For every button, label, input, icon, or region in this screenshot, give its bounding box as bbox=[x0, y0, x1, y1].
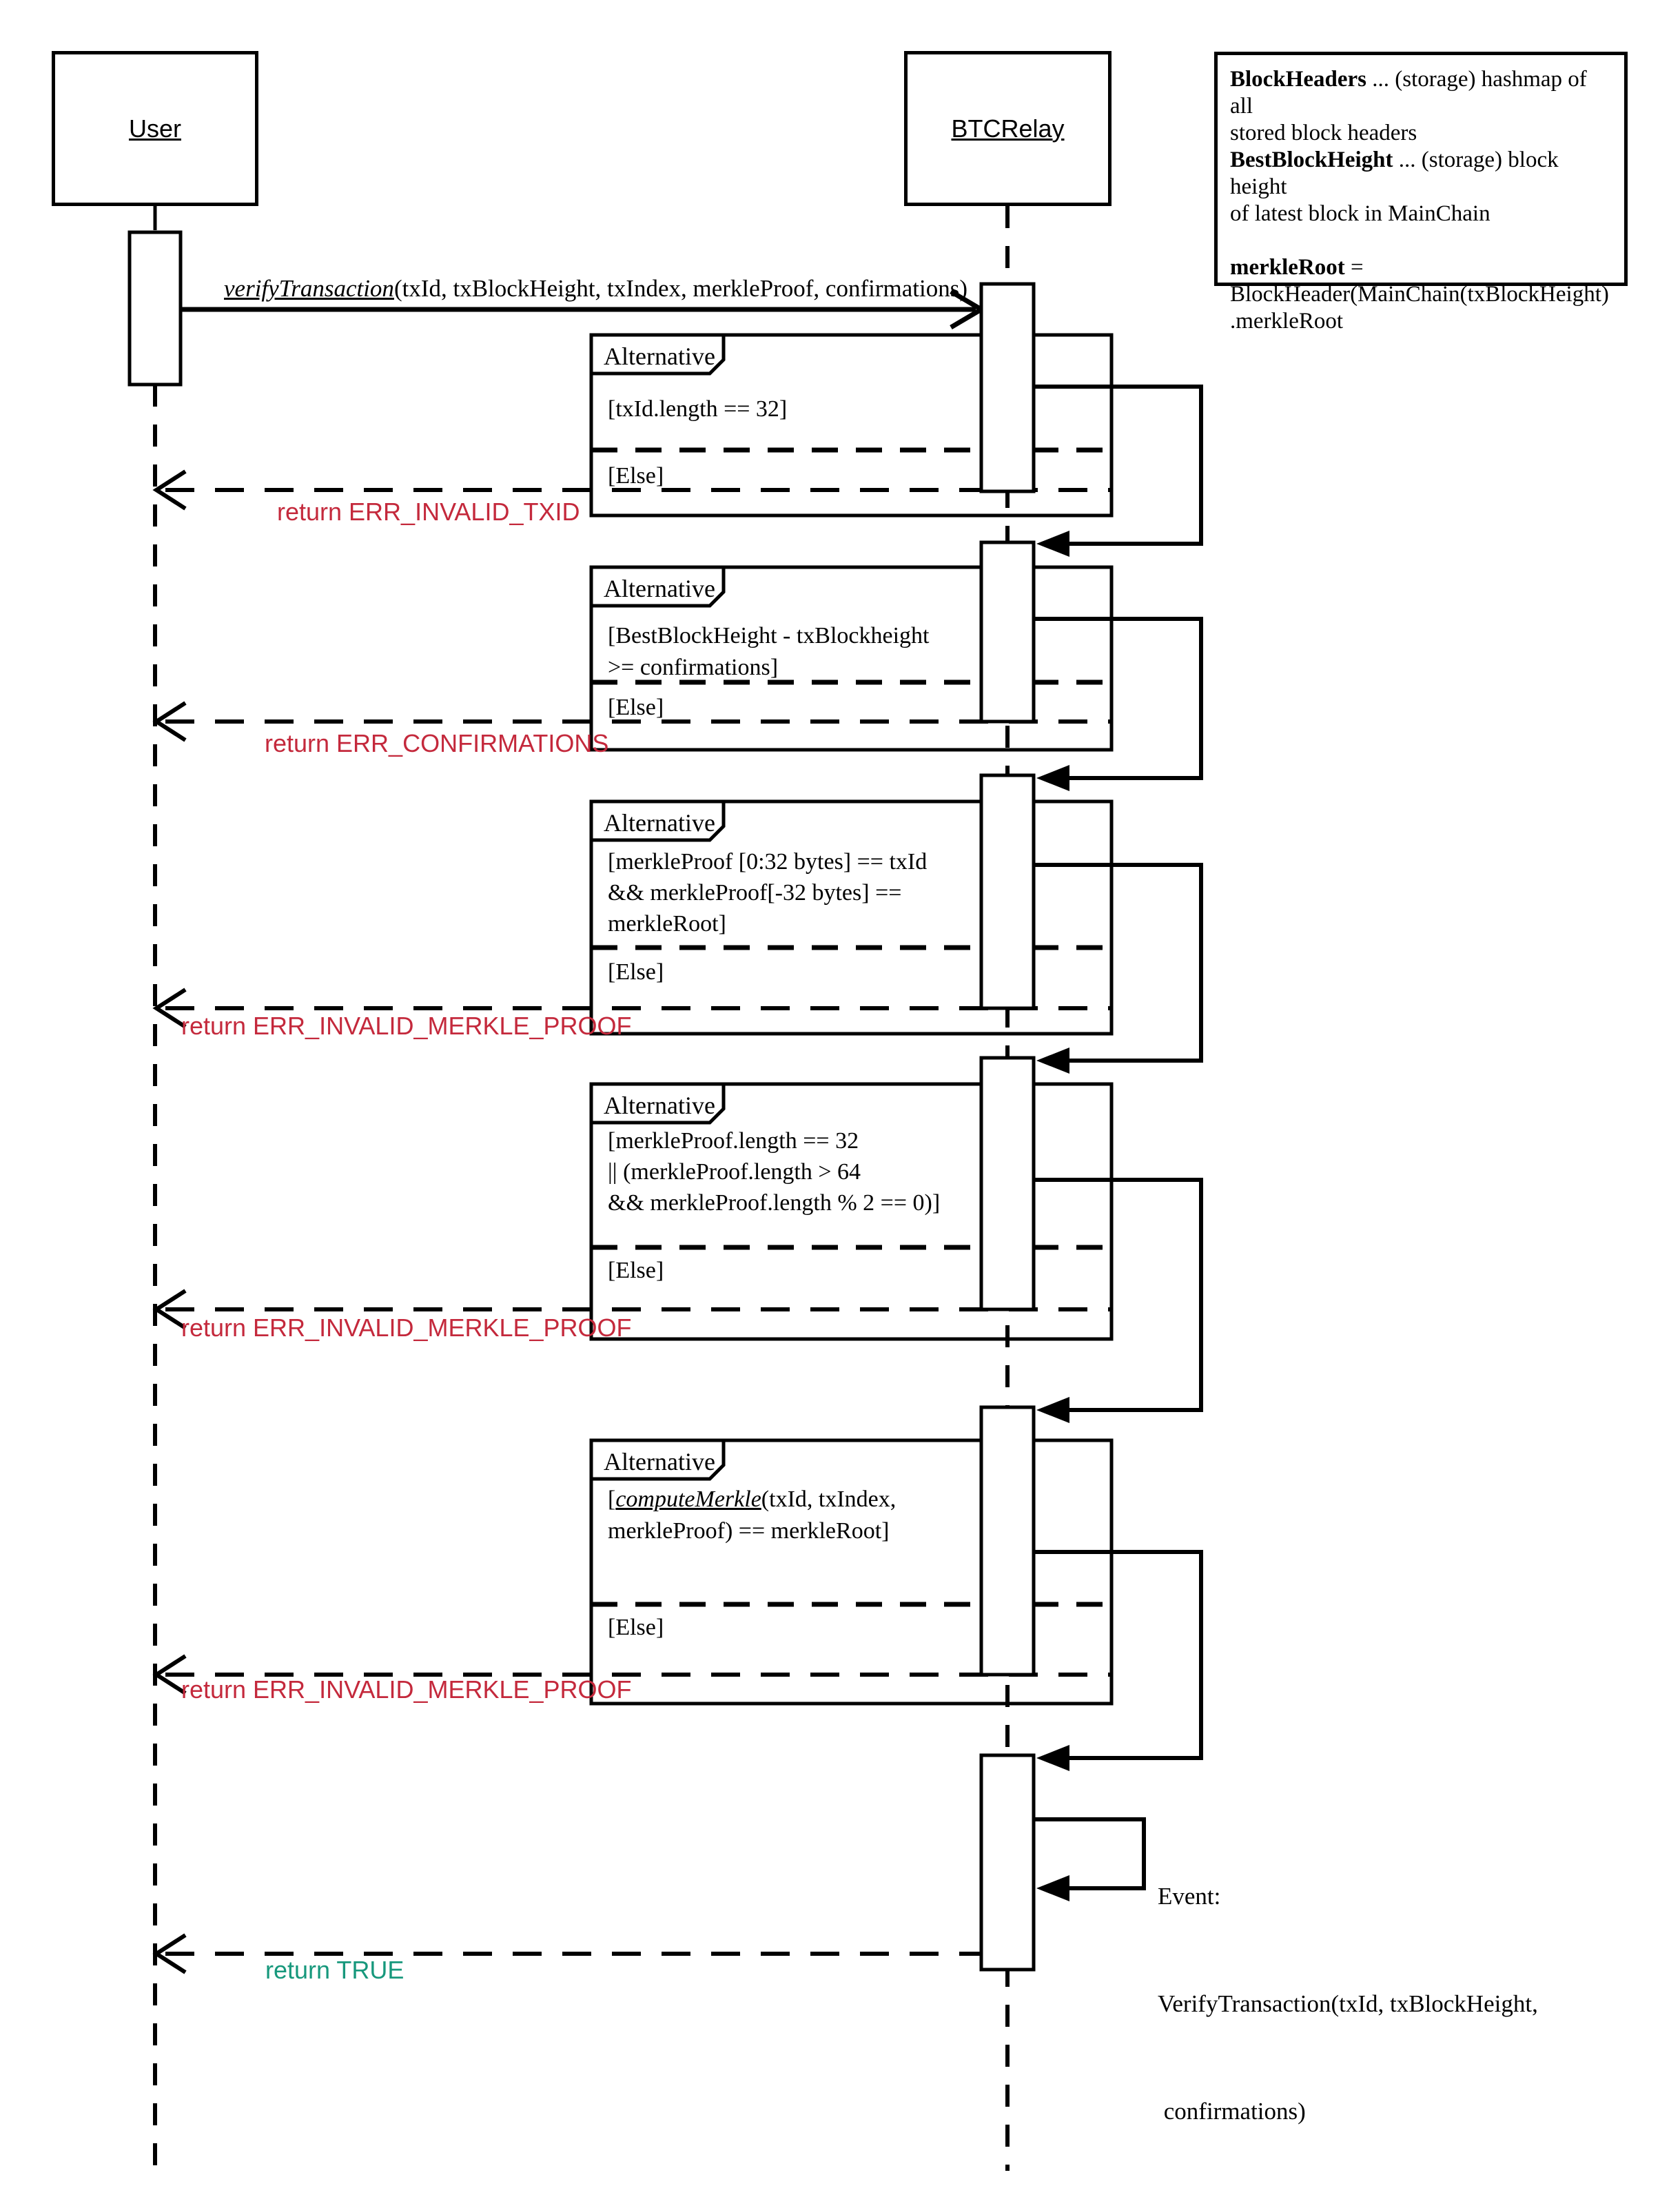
alt-2-title: Alternative bbox=[604, 575, 715, 602]
alt-5-else: [Else] bbox=[608, 1615, 664, 1640]
routing-arrow-2 bbox=[1034, 619, 1201, 791]
return-label-err-merkle-3: return ERR_INVALID_MERKLE_PROOF bbox=[181, 1675, 632, 1704]
routing-arrow-3 bbox=[1034, 865, 1201, 1074]
alt-4-condition: [merkleProof.length == 32 || (merkleProof.length > 64 && merkleProof.length % 2 == 0)] bbox=[608, 1128, 941, 1216]
btcrelay-activation-6 bbox=[981, 1755, 1034, 1970]
note-line-7: .merkleRoot bbox=[1230, 309, 1344, 334]
compute-merkle-method-name: computeMerkle bbox=[615, 1486, 761, 1512]
alt-3-else: [Else] bbox=[608, 959, 664, 985]
participant-user bbox=[52, 51, 258, 206]
note-line-blank bbox=[1230, 227, 1612, 254]
routing-arrow-5 bbox=[1034, 1552, 1201, 1771]
storage-note bbox=[1214, 52, 1628, 334]
btcrelay-label: BTCRelay bbox=[951, 114, 1065, 143]
return-label-err-confirmations: return ERR_CONFIRMATIONS bbox=[265, 729, 609, 757]
btcrelay-activation-2 bbox=[981, 542, 1034, 722]
user-label: User bbox=[128, 114, 181, 143]
return-label-err-merkle-1: return ERR_INVALID_MERKLE_PROOF bbox=[181, 1012, 632, 1040]
alt-5-title: Alternative bbox=[604, 1448, 715, 1475]
note-line-2: stored block headers bbox=[1230, 121, 1417, 145]
alt-1-title: Alternative bbox=[604, 343, 715, 370]
routing-arrow-1 bbox=[1034, 387, 1201, 557]
note-line-6: BlockHeader(MainChain(txBlockHeight) bbox=[1230, 282, 1609, 307]
alt-4-else: [Else] bbox=[608, 1258, 664, 1283]
call-method-name: verifyTransaction bbox=[224, 275, 394, 302]
alt-3-condition: [merkleProof [0:32 bytes] == txId && merkleProof[-32 bytes] == merkleRoot] bbox=[608, 849, 928, 937]
btcrelay-activation-3 bbox=[981, 775, 1034, 1008]
return-label-true: return TRUE bbox=[265, 1956, 404, 1984]
user-activation-bar bbox=[130, 232, 181, 385]
alt-1-else: [Else] bbox=[608, 463, 664, 489]
participant-btcrelay bbox=[904, 51, 1112, 206]
return-label-err-merkle-2: return ERR_INVALID_MERKLE_PROOF bbox=[181, 1314, 632, 1342]
alt-3-title: Alternative bbox=[604, 809, 715, 837]
call-method-args: (txId, txBlockHeight, txIndex, merkleProof, confirmations) bbox=[393, 275, 967, 302]
alt-1-condition: [txId.length == 32] bbox=[608, 396, 788, 422]
alt-4-title: Alternative bbox=[604, 1092, 715, 1119]
btcrelay-activation-4 bbox=[981, 1058, 1034, 1309]
event-self-message-arrow bbox=[1034, 1819, 1144, 1901]
note-line-5: merkleRoot = bbox=[1230, 255, 1364, 280]
btcrelay-activation-5 bbox=[981, 1407, 1034, 1675]
routing-arrow-4 bbox=[1034, 1180, 1201, 1423]
note-line-4: of latest block in MainChain bbox=[1230, 201, 1491, 226]
note-line-1: BlockHeaders ... (storage) hashmap of all bbox=[1230, 67, 1587, 119]
alt-5-condition: [computeMerkle(txId, txIndex, merkleProof) == merkleRoot] bbox=[608, 1486, 897, 1544]
note-line-3: BestBlockHeight ... (storage) block height bbox=[1230, 147, 1559, 199]
event-label: Event: VerifyTransaction(txId, txBlockHeight, confirmations) bbox=[1158, 1883, 1538, 2125]
btcrelay-activation-1 bbox=[981, 284, 1034, 491]
call-message-label bbox=[224, 275, 967, 303]
return-label-err-invalid-txid: return ERR_INVALID_TXID bbox=[277, 498, 580, 526]
alt-2-condition: [BestBlockHeight - txBlockheight >= confirmations] bbox=[608, 623, 930, 680]
alt-2-else: [Else] bbox=[608, 695, 664, 720]
